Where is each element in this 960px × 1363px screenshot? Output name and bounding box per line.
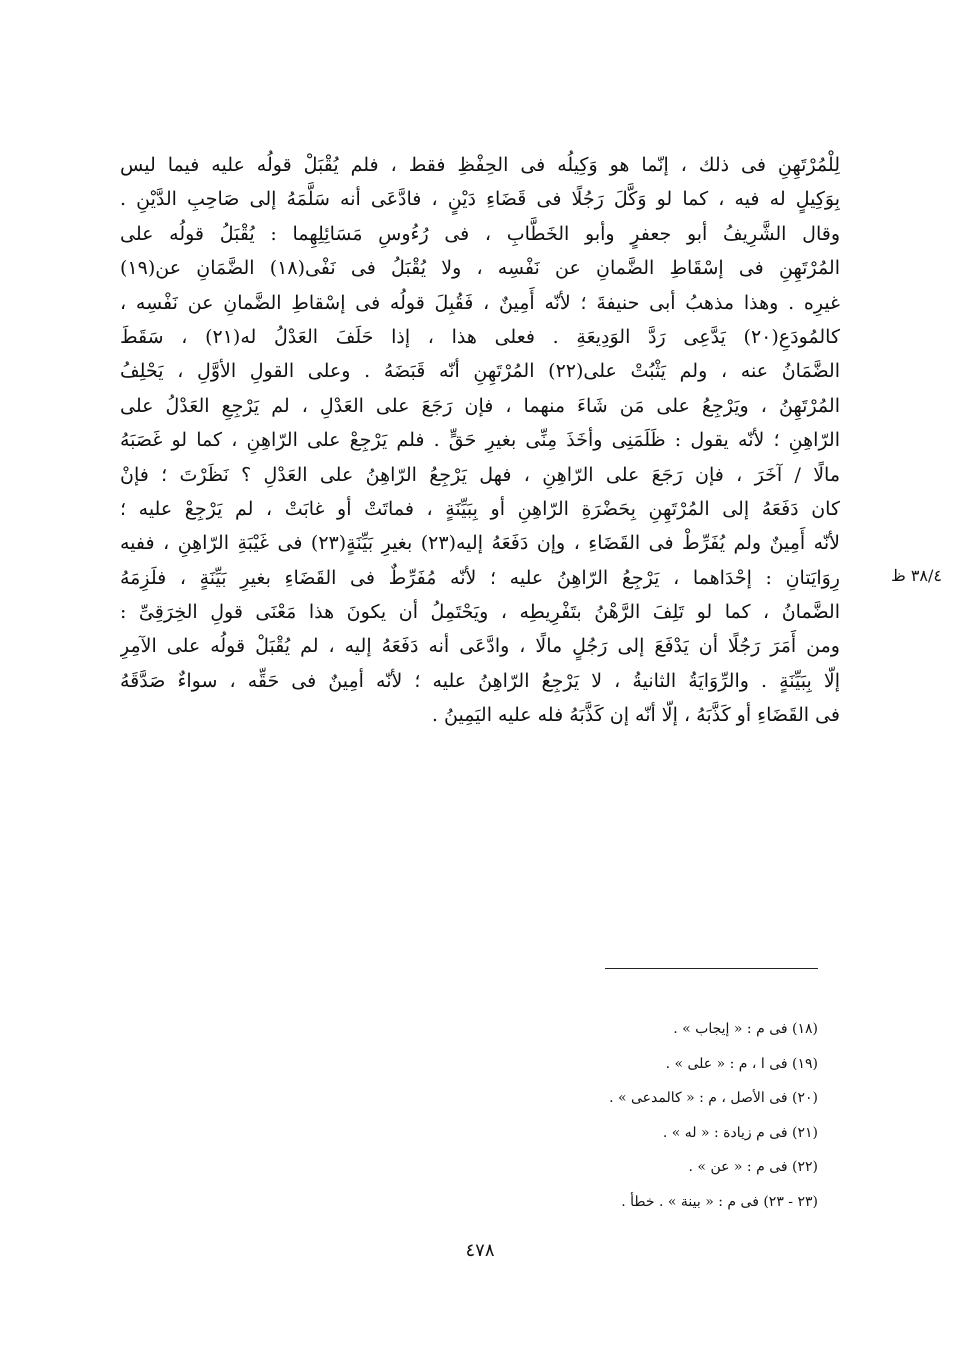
- text-line: مالًا / آخَرَ ، فإن رَجَعَ على الرّاهِنِ ، فهل يَرْجِعُ الرّاهِنُ على العَدْلِ ؟ نَظَرْتَ ؛ فإنْ: [120, 463, 840, 486]
- text-line: المُرْتَهِنِ فى إسْقَاطِ الضَّمانِ عن نَفْسِه ، ولا يُقْبَلُ فى نَفْى(١٨) الضَّمَانِ عن(١٩): [120, 257, 840, 280]
- footnote: (١٨) فى م : « إيجاب » .: [673, 1021, 818, 1037]
- text-line: كان دَفَعَهُ إلى المُرْتَهِنِ بِحَضْرَةِ الرّاهِنِ أو بِبَيِّنَةٍ ، فماتَتْ أو غابَتْ ، لم يَرْجِعْ عليه ؛: [120, 497, 840, 520]
- text-line: بِوَكِيلٍ له فيه ، كما لو وَكَّلَ رَجُلًا فى قَضَاءِ دَيْنٍ ، فادَّعَى أنه سَلَّمَهُ إلى صَاحِبِ الدَّيْنِ .: [120, 188, 840, 211]
- text-line: رِوَايَتانِ : إحْدَاهما ، يَرْجِعُ الرّاهِنُ عليه ؛ لأنّه مُفَرِّطٌ فى القَضَاءِ بغيرِ بَيِّنَةٍ ، فلَزِمَهُ: [120, 566, 840, 589]
- footnote-separator: [605, 968, 818, 969]
- text-line: الرّاهِنِ ؛ لأنّه يقول : ظَلَمَنِى وأخَذَ مِنِّى بغيرِ حَقٍّ . فلم يَرْجِعْ على الرّاهِنِ ، كما لو غَصَبَهُ: [120, 429, 840, 452]
- text-line: فى القَضَاءِ أو كَذَّبَهُ ، إلّا أنّه إن كَذَّبَهُ فله عليه اليَمِينُ .: [431, 704, 840, 727]
- footnote: (٢٠) فى الأصل ، م : « كالمدعى » .: [609, 1090, 818, 1106]
- text-line: غيرِه . وهذا مذهبُ أبى حنيفةَ ؛ لأنّه أَمِينٌ ، فَقُبِلَ قولُه فى إسْقاطِ الضَّمانِ عن نَفْسِه ،: [120, 291, 840, 314]
- text-line: وقال الشَّرِيفُ أبو جعفرٍ وأبو الخَطَّابِ ، فى رُءُوسِ مَسَائِلِهِما : يُقْبَلُ قولُه على: [120, 222, 840, 245]
- footnotes: [320, 1012, 818, 1219]
- text-line: لِلْمُرْتَهِنِ فى ذلك ، إنّما هو وَكِيلُه فى الحِفْظِ فقط ، فلم يُقْبَلْ قولُه عليه فيما ليس: [120, 154, 840, 176]
- text-line: الضَّمَانُ عنه ، ولم يَثْبُتْ على(٢٢) المُرْتَهِنِ أنّه قَبَضَهُ . وعلى القولِ الأوَّلِ ، يَحْلِفُ: [120, 360, 840, 383]
- text-line: الضَّمانُ ، كما لو تَلِفَ الرَّهْنُ بتَفْرِيطِه ، ويَحْتَمِلُ أن يكونَ هذا مَعْنَى قولِ الخِرَقِىِّ :: [120, 601, 840, 624]
- main-text: [120, 148, 840, 733]
- text-line: ومن أَمَرَ رَجُلًا أن يَدْفَعَ إلى رَجُلٍ مالًا ، وادَّعَى أنه دَفَعَهُ إليه ، لم يُقْبَلْ قولُه على الآمِرِ: [120, 635, 840, 658]
- text-line: كالمُودَعِ(٢٠) يَدَّعِى رَدَّ الوَدِيعَةِ . فعلى هذا ، إذا حَلَفَ العَدْلُ له(٢١) ، سَقَطَ: [120, 325, 840, 348]
- text-line: إلّا بِبَيِّنَةٍ . والرِّوَايَةُ الثانيةُ ، لا يَرْجِعُ الرّاهِنُ عليه ؛ لأنّه أمِينٌ فى حَقِّه ، سواءٌ صَدَّقَهُ: [120, 669, 840, 692]
- footnote: (٢١) فى م زيادة : « له » .: [662, 1124, 818, 1141]
- footnote: (٢٣ - ٢٣) فى م : « بينة » . خطأ .: [621, 1193, 818, 1210]
- page-number: ٤٧٨: [465, 1240, 495, 1261]
- text-line: لأنّه أَمِينٌ ولم يُفَرِّطْ فى القَضَاءِ ، وإن دَفَعَهُ إليه(٢٣) بغيرِ بَيِّنَةٍ(٢٣) فى غَيْبَةِ الرّاهِنِ ، ففيه: [120, 532, 840, 555]
- footnote: (١٩) فى ا ، م : « على » .: [665, 1055, 818, 1072]
- footnote: (٢٢) فى م : « عن » .: [688, 1159, 818, 1175]
- text-line: المُرْتَهِنُ ، ويَرْجِعُ على مَن شَاءَ منهما ، فإن رَجَعَ على العَدْلِ ، لم يَرْجِعِ العَدْلُ على: [120, 394, 840, 417]
- margin-folio-note: ٣٨/٤ ظ: [890, 566, 942, 585]
